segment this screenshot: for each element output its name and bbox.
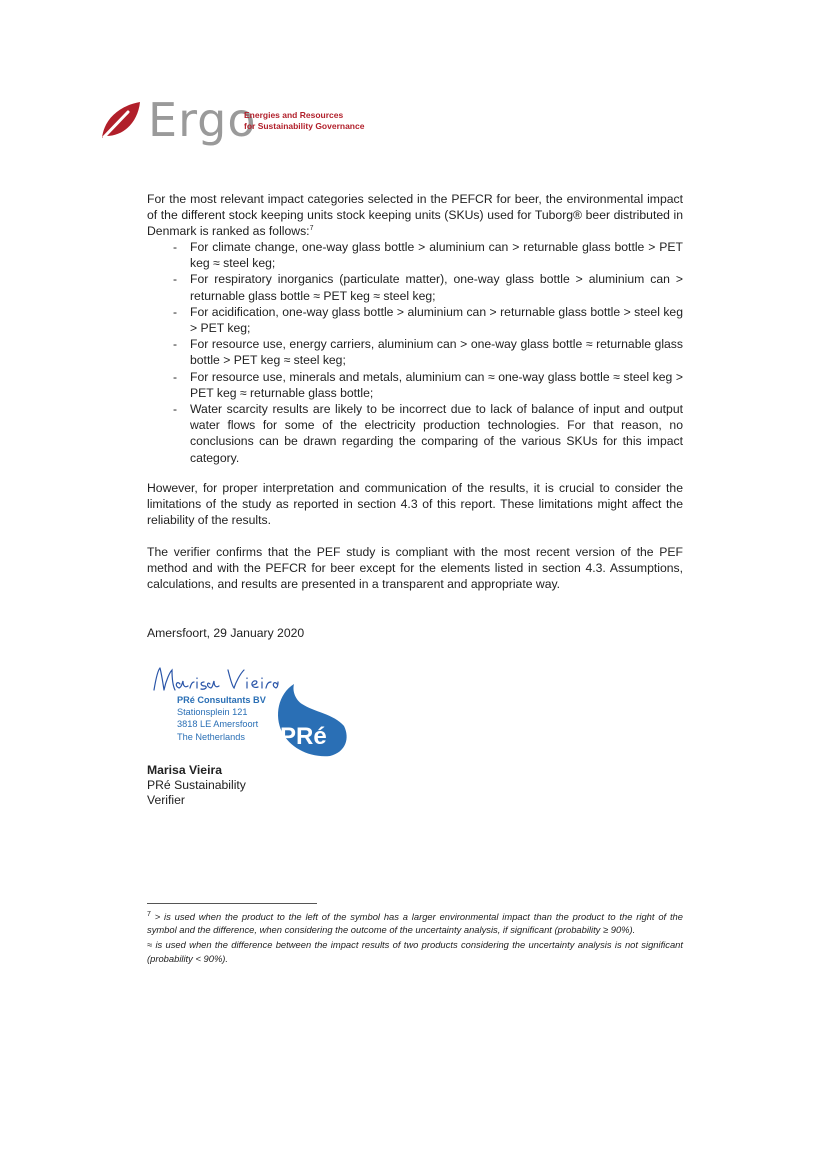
list-item-text: For respiratory inorganics (particulate matter), one-way glass bottle > aluminium can > returnable glass bottle ≈ PET keg ≈ steel keg; [190,272,683,303]
compliance-paragraph: The verifier confirms that the PEF study is compliant with the most recent version of the PEF method and with the PEFCR for beer except for the elements listed in section 4.3. Assumptions, calculations, and results are presented in a transparent and appropriate way. [147,545,683,592]
tagline-line-1: Energies and Resources [244,110,344,120]
bullet-marker: - [173,369,178,384]
stamp-street: Stationsplein 121 [177,707,248,718]
footnote-1-text: > is used when the product to the left of the symbol has a larger environmental impact than the product to the right of the symbol and the difference, when considering the outcome of the uncertainty analysis, if significant (probability ≥ 90%). [147,911,683,936]
intro-text: For the most relevant impact categories selected in the PEFCR for beer, the environmental impact of the different stock keeping units stock keeping units (SKUs) used for Tuborg® beer distributed in Denmark is ranked as follows: [147,192,683,239]
ranking-list [147,239,683,466]
list-item [147,304,683,336]
list-item-text: Water scarcity results are likely to be incorrect due to lack of balance of input and output water flows for some of the electricity production technologies. For that reason, no conclusions can be drawn regarding the comparing of the various SKUs for this impact category. [190,402,683,465]
stamp-company: PRé Consultants BV [177,695,266,705]
footnote-2-text: ≈ is used when the difference between the impact results of two products considering the uncertainty analysis is not significant (probability < 90%). [147,939,683,964]
bullet-marker: - [173,240,178,254]
signer-name: Marisa Vieira [147,763,222,777]
footnote-1 [147,910,683,936]
limitations-paragraph: However, for proper interpretation and communication of the results, it is crucial to consider the limitations of the study as reported in section 4.3 of this report. These limitations might affect the reliability of the results. [147,481,683,528]
list-item-text: For resource use, minerals and metals, aluminium can ≈ one-way glass bottle ≈ steel keg > PET keg ≈ returnable glass bottle; [190,369,683,400]
bullet-marker: - [173,272,178,287]
brand-tagline [244,110,364,132]
intro-paragraph [147,191,683,240]
signer-organization: PRé Sustainability [147,778,246,792]
list-item-text: For resource use, energy carriers, aluminium can > one-way glass bottle ≈ returnable glass bottle > PET keg ≈ steel keg; [190,337,683,368]
pre-logo-icon [270,680,350,760]
footnotes [147,910,683,967]
footnote-divider [147,903,317,904]
signer-role: Verifier [147,793,185,807]
list-item-text: For acidification, one-way glass bottle > aluminium can > returnable glass bottle > steel keg > PET keg; [190,304,683,336]
list-item [147,239,683,271]
stamp-city: 3818 LE Amersfoort [177,719,259,730]
letterhead [98,93,418,147]
leaf-icon [98,100,142,140]
bullet-marker: - [173,402,178,417]
signer-block [147,763,246,808]
footnote-ref: 7 [309,225,314,233]
tagline-line-2: for Sustainability Governance [244,121,365,131]
list-item-text: For climate change, one-way glass bottle > aluminium can > returnable glass bottle > PET keg ≈ steel keg; [190,240,683,271]
stamp-logo-text: PRé [280,723,327,750]
bullet-marker: - [173,304,178,319]
list-item [147,271,683,303]
footnote-2 [147,938,683,964]
list-item [147,336,683,368]
bullet-marker: - [173,337,178,352]
stamp-country: The Netherlands [177,731,245,742]
list-item [147,369,683,401]
place-date: Amersfoort, 29 January 2020 [147,626,305,640]
footnote-mark: 7 [147,910,151,918]
company-stamp [177,694,266,743]
list-item [147,401,683,466]
brand-wordmark: Ergo [148,93,257,147]
handwritten-signature [150,664,280,694]
